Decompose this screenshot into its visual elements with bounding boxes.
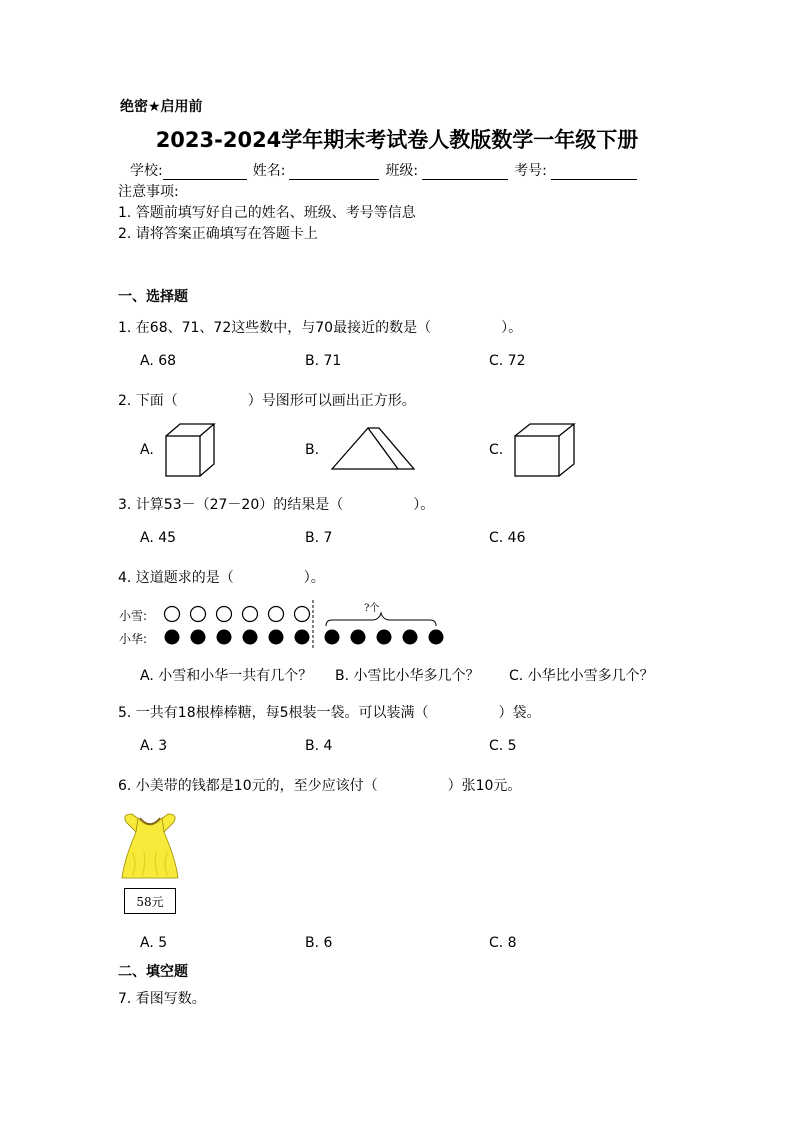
xiaohua-circle xyxy=(165,630,180,645)
notice-title: 注意事项: xyxy=(118,184,179,200)
dress-icon xyxy=(118,812,182,882)
xiaohua-circle xyxy=(243,630,258,645)
question-1-option-a[interactable]: A. 68 xyxy=(140,353,177,369)
question-1-option-b[interactable]: B. 71 xyxy=(305,353,342,369)
question-6-option-b[interactable]: B. 6 xyxy=(305,935,333,951)
question-6-stem: 6. 小美带的钱都是10元的，至少应该付（ ）张10元。 xyxy=(118,778,522,794)
question-2-stem: 2. 下面（ ）号图形可以画出正方形。 xyxy=(118,393,416,409)
question-2-option-a[interactable]: A. xyxy=(140,442,154,458)
class-label: 班级: xyxy=(385,163,419,179)
xiaoxue-circle xyxy=(165,607,180,622)
question-1-option-c[interactable]: C. 72 xyxy=(489,353,526,369)
xiaohua-extra-circle xyxy=(325,630,340,645)
confidential-label: 绝密★启用前 xyxy=(120,99,203,115)
question-1-stem: 1. 在68、71、72这些数中，与70最接近的数是（ ）。 xyxy=(118,320,523,336)
xiaohua-circle xyxy=(295,630,310,645)
section-heading-fill-blank: 二、填空题 xyxy=(118,964,188,980)
question-5-option-b[interactable]: B. 4 xyxy=(305,738,333,754)
notice-item-2: 2. 请将答案正确填写在答题卡上 xyxy=(118,226,318,242)
question-4-option-a[interactable]: A. 小雪和小华一共有几个？ xyxy=(140,668,313,684)
xiaohua-extra-circle xyxy=(403,630,418,645)
question-4-option-b[interactable]: B. 小雪比小华多几个？ xyxy=(335,668,480,684)
xiaohua-circle xyxy=(191,630,206,645)
question-6-option-c[interactable]: C. 8 xyxy=(489,935,517,951)
xiaohua-circle xyxy=(269,630,284,645)
xiaoxue-label: 小雪: xyxy=(119,609,148,623)
question-3-stem: 3. 计算53－（27－20）的结果是（ ）。 xyxy=(118,497,435,513)
question-5-option-c[interactable]: C. 5 xyxy=(489,738,517,754)
xiaoxue-circle xyxy=(191,607,206,622)
question-6-option-a[interactable]: A. 5 xyxy=(140,935,168,951)
question-4-option-c[interactable]: C. 小华比小雪多几个？ xyxy=(509,668,654,684)
exam-title: 2023-2024学年期末考试卷人教版数学一年级下册 xyxy=(155,128,639,152)
school-label: 学校: xyxy=(130,163,163,179)
xiaoxue-circle xyxy=(269,607,284,622)
xiaohua-circle xyxy=(217,630,232,645)
name-label: 姓名: xyxy=(252,163,286,179)
xiaohua-extra-circle xyxy=(351,630,366,645)
question-7-stem: 7. 看图写数。 xyxy=(118,991,206,1007)
xiaoxue-circle xyxy=(295,607,310,622)
section-heading-choice: 一、选择题 xyxy=(118,289,188,305)
question-5-option-a[interactable]: A. 3 xyxy=(140,738,168,754)
price-tag: 58元 xyxy=(124,888,176,914)
question-3-option-b[interactable]: B. 7 xyxy=(305,530,333,546)
question-3-option-c[interactable]: C. 46 xyxy=(489,530,526,546)
question-3-option-a[interactable]: A. 45 xyxy=(140,530,177,546)
question-2-option-b[interactable]: B. xyxy=(305,442,320,458)
brace-label: ?个 xyxy=(364,603,380,614)
exam-number-label: 考号: xyxy=(514,163,547,179)
notice-item-1: 1. 答题前填写好自己的姓名、班级、考号等信息 xyxy=(118,205,416,221)
xiaohua-extra-circle xyxy=(377,630,392,645)
question-2-option-c[interactable]: C. xyxy=(489,442,504,458)
question-4-stem: 4. 这道题求的是（ ）。 xyxy=(118,570,325,586)
xiaohua-label: 小华: xyxy=(119,632,148,646)
question-5-stem: 5. 一共有18根棒棒糖，每5根装一袋。可以装满（ ）袋。 xyxy=(118,705,541,721)
xiaoxue-circle xyxy=(217,607,232,622)
xiaoxue-circle xyxy=(243,607,258,622)
xiaohua-extra-circle xyxy=(429,630,444,645)
